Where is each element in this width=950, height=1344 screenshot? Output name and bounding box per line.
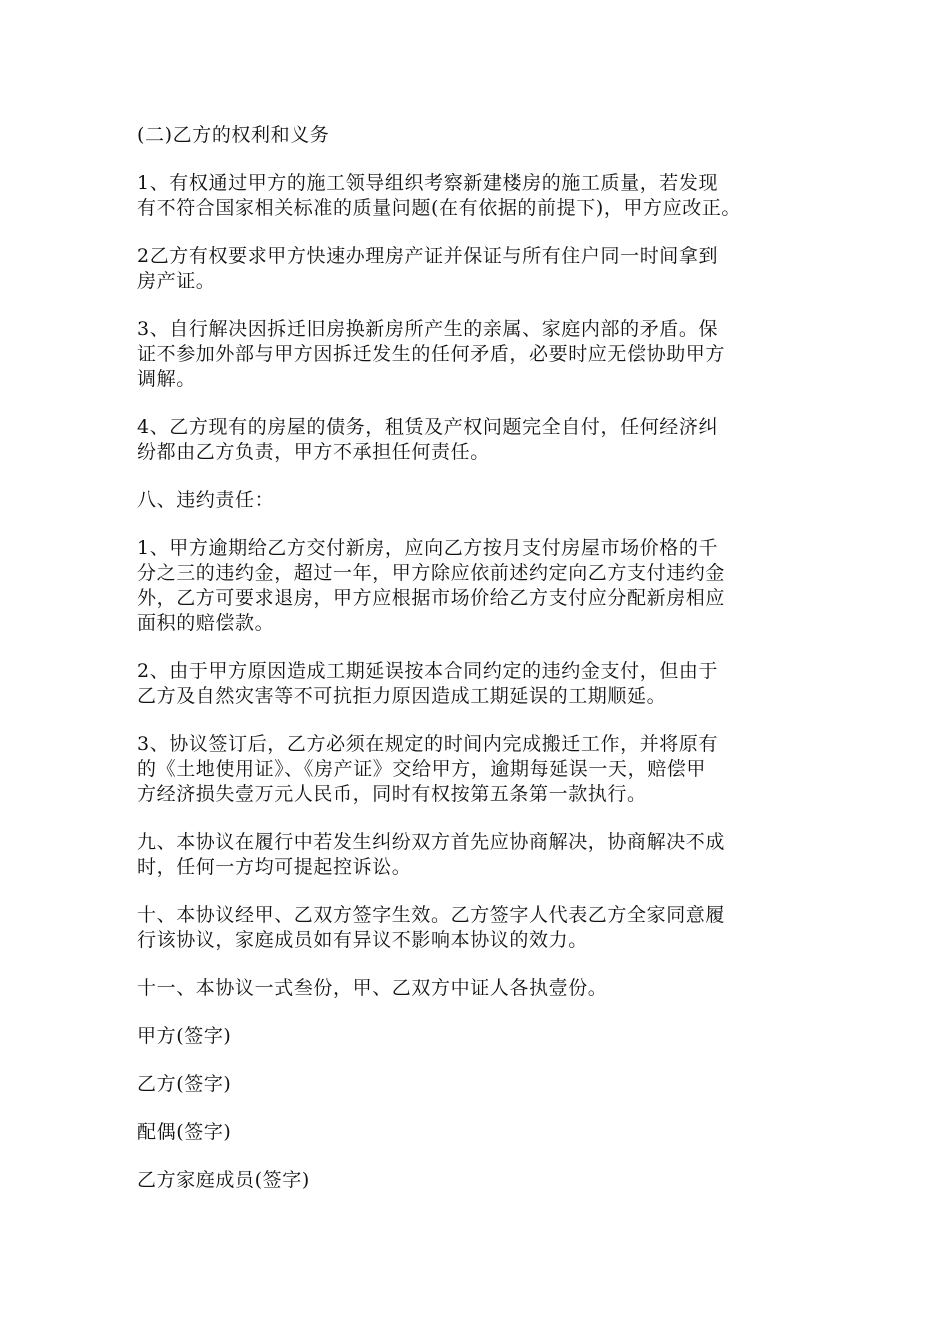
text-line: 4、乙方现有的房屋的债务，租赁及产权问题完全自付，任何经济纠 (137, 416, 719, 438)
text-line: 1、甲方逾期给乙方交付新房，应向乙方按月支付房屋市场价格的千 (137, 537, 719, 559)
paragraph-b-right-4 (137, 415, 817, 465)
paragraph-b-right-1 (137, 171, 817, 221)
text-line: 2、由于甲方原因造成工期延误按本合同约定的违约金支付，但由于 (137, 660, 719, 682)
text-line: 乙方及自然灾害等不可抗拒力原因造成工期延误的工期顺延。 (137, 685, 667, 707)
text-line: 调解。 (137, 368, 196, 390)
text-line: 纷都由乙方负责，甲方不承担任何责任。 (137, 441, 490, 463)
text-line: 3、协议签订后，乙方必须在规定的时间内完成搬迁工作，并将原有 (137, 733, 719, 755)
text-line: 外，乙方可要求退房，甲方应根据市场价给乙方支付应分配新房相应 (137, 587, 726, 609)
section-dispute (137, 830, 817, 880)
signature-party-a (137, 1024, 817, 1049)
text-line: 乙方家庭成员(签字) (137, 1169, 310, 1191)
paragraph-b-right-2 (137, 244, 817, 294)
paragraph-breach-1 (137, 536, 817, 636)
text-line: 十一、本协议一式叁份，甲、乙双方中证人各执壹份。 (137, 977, 608, 999)
text-line: 配偶(签字) (137, 1121, 232, 1143)
paragraph-breach-3 (137, 732, 817, 807)
document-body (137, 123, 817, 1216)
text-line: 2乙方有权要求甲方快速办理房产证并保证与所有住户同一时间拿到 (137, 245, 719, 267)
signature-spouse (137, 1120, 817, 1145)
section-effectiveness (137, 903, 817, 953)
text-line: 十、本协议经甲、乙双方签字生效。乙方签字人代表乙方全家同意履 (137, 904, 726, 926)
text-line: 甲方(签字) (137, 1025, 232, 1047)
text-line: 方经济损失壹万元人民币，同时有权按第五条第一款执行。 (137, 783, 647, 805)
text-line: 3、自行解决因拆迁旧房换新房所产生的亲属、家庭内部的矛盾。保 (137, 318, 719, 340)
text-line: (二)乙方的权利和义务 (137, 124, 330, 146)
paragraph-party-b-rights-heading (137, 123, 817, 148)
paragraph-b-right-3 (137, 317, 817, 392)
text-line: 证不参加外部与甲方因拆迁发生的任何矛盾，必要时应无偿协助甲方 (137, 343, 726, 365)
text-line: 乙方(签字) (137, 1073, 232, 1095)
signature-party-b (137, 1072, 817, 1097)
text-line: 九、本协议在履行中若发生纠纷双方首先应协商解决，协商解决不成 (137, 831, 726, 853)
text-line: 面积的赔偿款。 (137, 612, 275, 634)
text-line: 有不符合国家相关标准的质量问题(在有依据的前提下)，甲方应改正。 (137, 197, 742, 219)
text-line: 行该协议，家庭成员如有异议不影响本协议的效力。 (137, 929, 588, 951)
text-line: 八、违约责任： (137, 489, 275, 511)
section-copies (137, 976, 817, 1001)
text-line: 的《土地使用证》、《房产证》交给甲方，逾期每延误一天，赔偿甲 (137, 758, 707, 780)
text-line: 房产证。 (137, 270, 216, 292)
paragraph-breach-2 (137, 659, 817, 709)
text-line: 时，任何一方均可提起控诉讼。 (137, 856, 412, 878)
text-line: 分之三的违约金，超过一年，甲方除应依前述约定向乙方支付违约金 (137, 562, 726, 584)
text-line: 1、有权通过甲方的施工领导组织考察新建楼房的施工质量，若发现 (137, 172, 719, 194)
signature-family-members (137, 1168, 817, 1193)
section-heading-breach (137, 488, 817, 513)
